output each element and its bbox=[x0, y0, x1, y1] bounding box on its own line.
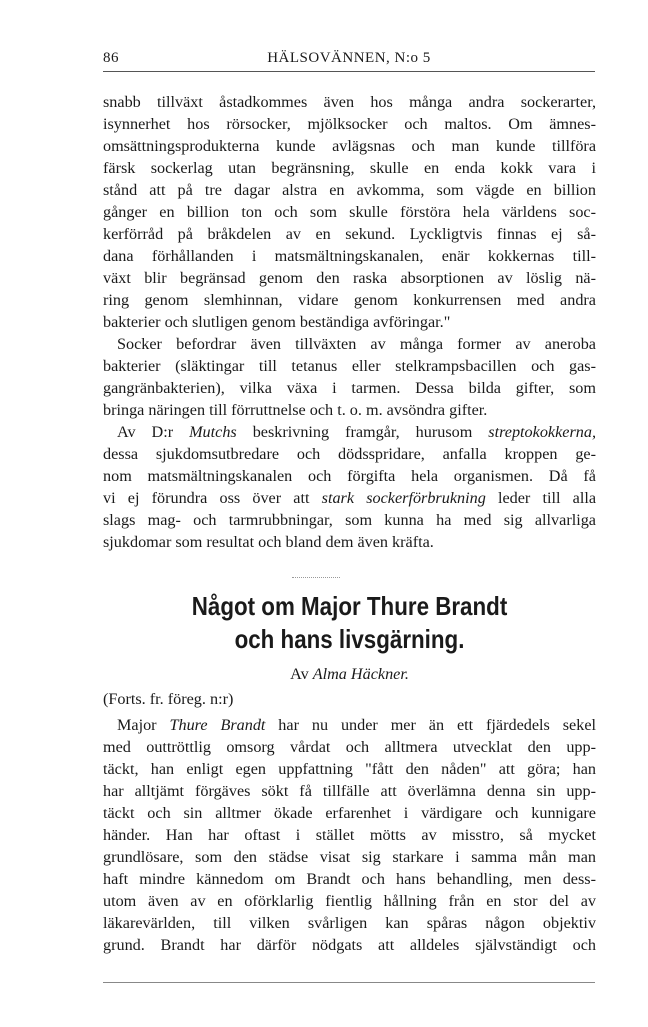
text-line: omsättningsprodukterna kunde avlägsnas och man kunde tillföra bbox=[103, 137, 596, 155]
running-title: HÄLSOVÄNNEN, N:o 5 bbox=[267, 50, 431, 66]
text-line: Socker befordrar även tillväxten av många former av aneroba bbox=[117, 335, 596, 353]
text-line: grundlösare, som den städse visat sig starkare i samma mån man bbox=[103, 848, 596, 866]
text-run: Major bbox=[117, 716, 170, 734]
text-line: stånd att på tre dagar alstra en avkomma, som vägde en billion bbox=[103, 181, 596, 199]
text-line: haft mindre kännedom om Brandt och hans behandling, men dess- bbox=[103, 870, 596, 888]
article-text bbox=[103, 714, 596, 956]
italic-text: Mutchs bbox=[189, 423, 237, 441]
running-header bbox=[103, 50, 595, 72]
page-number: 86 bbox=[103, 50, 119, 66]
text-line: bakterier och slutligen genom beständiga avföringar." bbox=[103, 313, 451, 331]
continued-note-block bbox=[103, 688, 596, 710]
article-title-line-1: Något om Major Thure Brandt bbox=[191, 591, 508, 621]
text-line: med outtröttlig omsorg vårdat och alltmera utvecklat den upp- bbox=[103, 738, 596, 756]
text-line: läkarevärlden, till vilken svårligen kan spåras någon objektiv bbox=[103, 914, 596, 932]
byline-author: Alma Häckner. bbox=[312, 665, 409, 683]
body-text bbox=[103, 91, 596, 553]
text-line: bringa näringen till förruttnelse och t. o. m. avsöndra gifter. bbox=[103, 401, 488, 419]
text-run: Av D:r bbox=[117, 423, 190, 441]
italic-text: Thure Brandt bbox=[169, 716, 266, 734]
text-line: bakterier (släktingar till tetanus eller stelkrampsbacillen och gas- bbox=[103, 357, 596, 375]
text-line: slags mag- och tarmrubbningar, som kunna ha med sig allvarliga bbox=[103, 511, 596, 529]
text-line: utom även av en oförklarlig fientlig hållning från en stor del av bbox=[103, 892, 596, 910]
text-run: leder till alla bbox=[485, 489, 596, 507]
text-line: isynnerhet hos rörsocker, mjölksocker och maltos. Om ämnes- bbox=[103, 115, 596, 133]
text-run: har nu under mer än ett fjärdedels sekel bbox=[265, 716, 596, 734]
byline-prefix: Av bbox=[290, 665, 313, 683]
text-line: gånger en billion ton och som skulle förstöra hela världens soc- bbox=[103, 203, 596, 221]
italic-text: streptokokkerna, bbox=[488, 423, 596, 441]
header-rule bbox=[103, 71, 595, 72]
text-line: gangränbakterien), vilka växa i tarmen. Dessa bilda gifter, som bbox=[103, 379, 596, 397]
text-line: händer. Han har oftast i stället mötts av misstro, så mycket bbox=[103, 826, 596, 844]
section-separator bbox=[292, 577, 340, 578]
text-run: beskrivning framgår, hurusom bbox=[236, 423, 489, 441]
article-title-line-2: och hans livsgärning. bbox=[234, 624, 465, 654]
footer-rule bbox=[103, 982, 595, 983]
text-line: ring genom slemhinnan, vidare genom konkurrensen med andra bbox=[103, 291, 596, 309]
text-line bbox=[103, 714, 596, 736]
text-line: dessa sjukdomsutbredare och dödsspridare, anfalla kroppen ge- bbox=[103, 445, 596, 463]
text-line: sjukdomar som resultat och bland dem även kräfta. bbox=[103, 533, 434, 551]
text-line: snabb tillväxt åstadkommes även hos många andra sockerarter, bbox=[103, 93, 596, 111]
text-line: har alltjämt förgäves sökt få tillfälle att överlämna denna sin upp- bbox=[103, 782, 596, 800]
continued-note: (Forts. fr. föreg. n:r) bbox=[103, 690, 234, 708]
text-line: färsk sockerlag utan begränsning, skulle en enda kokk vara i bbox=[103, 159, 596, 177]
text-line: grund. Brandt har därför nödgats att alldeles självständigt och bbox=[103, 936, 596, 954]
text-line bbox=[103, 487, 596, 509]
text-run: vi ej förundra oss över att bbox=[103, 489, 322, 507]
text-line: växt blir begränsad genom den raska absorptionen av löslig nä- bbox=[103, 269, 596, 287]
italic-text: stark sockerförbrukning bbox=[321, 489, 486, 507]
text-line: nom matsmältningskanalen och förgifta hela organismen. Då få bbox=[103, 467, 596, 485]
text-line bbox=[103, 421, 596, 443]
text-line: dana förhållanden i matsmältningskanalen, enär kokkernas till- bbox=[103, 247, 596, 265]
text-line: kerförråd på bråkdelen av en sekund. Lyckligtvis finnas ej så- bbox=[103, 225, 596, 243]
article-title bbox=[138, 590, 562, 656]
byline bbox=[103, 663, 596, 685]
text-line: täckt och sin alltmer ökade erfarenhet i värdigare och kunnigare bbox=[103, 804, 596, 822]
text-line: täckt, han enligt egen uppfattning "fått den nåden" att göra; han bbox=[103, 760, 596, 778]
